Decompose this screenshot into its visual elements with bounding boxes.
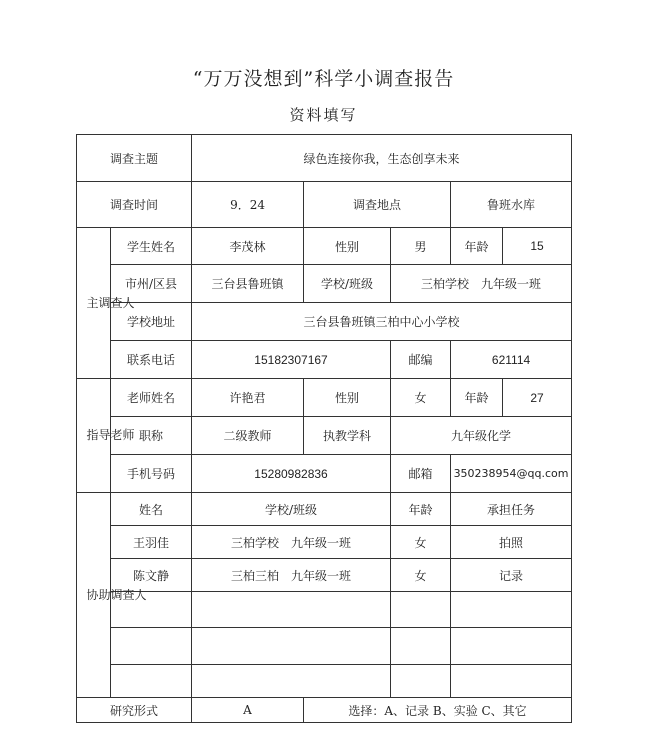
student-name-label: 学生姓名: [111, 228, 192, 265]
student-gender-label: 性别: [304, 228, 391, 265]
teacher-subject-value[interactable]: 九年级化学: [391, 417, 572, 455]
student-gender-value[interactable]: 男: [391, 228, 451, 265]
assistant-age[interactable]: 女: [391, 559, 451, 592]
mobile-label: 手机号码: [111, 455, 192, 493]
postcode-label: 邮编: [391, 341, 451, 379]
assistant-name-header: 姓名: [111, 493, 192, 526]
place-label: 调查地点: [304, 182, 451, 228]
assistant-age[interactable]: [391, 665, 451, 698]
document-title: “万万没想到”科学小调查报告: [192, 68, 455, 90]
assistant-task[interactable]: [451, 665, 572, 698]
teacher-age-value[interactable]: 27: [503, 379, 572, 417]
student-phone-row: [77, 341, 572, 379]
teacher-name-row: [77, 379, 572, 417]
assistant-row: [77, 665, 572, 698]
email-label: 邮箱: [391, 455, 451, 493]
research-label: 研究形式: [77, 698, 192, 723]
teacher-gender-label: 性别: [304, 379, 391, 417]
assistant-header-row: [77, 493, 572, 526]
phone-label: 联系电话: [111, 341, 192, 379]
postcode-value[interactable]: 621114: [451, 341, 572, 379]
student-city-row: [77, 265, 572, 303]
assistant-task[interactable]: 拍照: [451, 526, 572, 559]
assistant-row: [77, 559, 572, 592]
assistant-task[interactable]: [451, 592, 572, 628]
assistant-row: [77, 628, 572, 665]
address-value[interactable]: 三台县鲁班镇三柏中心小学校: [192, 303, 572, 341]
student-name-value[interactable]: 李茂林: [192, 228, 304, 265]
topic-value[interactable]: 绿色连接你我，生态创享未来: [192, 135, 572, 182]
assistant-row: [77, 592, 572, 628]
assistant-age-header: 年龄: [391, 493, 451, 526]
teacher-name-value[interactable]: 许艳君: [192, 379, 304, 417]
student-school-label: 学校/班级: [304, 265, 391, 303]
assistant-name[interactable]: [111, 628, 192, 665]
city-value[interactable]: 三台县鲁班镇: [192, 265, 304, 303]
assistant-school[interactable]: [192, 665, 391, 698]
place-value[interactable]: 鲁班水库: [451, 182, 572, 228]
assistant-age[interactable]: 女: [391, 526, 451, 559]
student-age-value[interactable]: 15: [503, 228, 572, 265]
teacher-age-label: 年龄: [451, 379, 503, 417]
address-label: 学校地址: [111, 303, 192, 341]
assistant-name[interactable]: [111, 665, 192, 698]
assistant-task-header: 承担任务: [451, 493, 572, 526]
survey-form-table: [76, 134, 572, 723]
time-place-row: [77, 182, 572, 228]
phone-value[interactable]: 15182307167: [192, 341, 391, 379]
research-options: 选择：A、记录 B、实验 C、其它: [304, 698, 572, 723]
mobile-value[interactable]: 15280982836: [192, 455, 391, 493]
time-label: 调查时间: [77, 182, 192, 228]
assistant-school[interactable]: 三柏学校 九年级一班: [192, 526, 391, 559]
teacher-title-label: 职称: [111, 417, 192, 455]
assistant-age[interactable]: [391, 628, 451, 665]
student-school-value[interactable]: 三柏学校 九年级一班: [391, 265, 572, 303]
research-value[interactable]: A: [192, 698, 304, 723]
email-value[interactable]: 350238954@qq.com: [451, 455, 572, 493]
time-value[interactable]: 9．24: [192, 182, 304, 228]
section-main-investigator: 主调查人: [77, 228, 111, 379]
teacher-mobile-row: [77, 455, 572, 493]
topic-row: [77, 135, 572, 182]
research-row: [77, 698, 572, 723]
teacher-title-value[interactable]: 二级教师: [192, 417, 304, 455]
student-age-label: 年龄: [451, 228, 503, 265]
teacher-title-row: [77, 417, 572, 455]
topic-label: 调查主题: [77, 135, 192, 182]
student-address-row: [77, 303, 572, 341]
assistant-task[interactable]: 记录: [451, 559, 572, 592]
assistant-task[interactable]: [451, 628, 572, 665]
assistant-name[interactable]: 王羽佳: [111, 526, 192, 559]
city-label: 市州/区县: [111, 265, 192, 303]
teacher-gender-value[interactable]: 女: [391, 379, 451, 417]
section-teacher: 指导老师: [77, 379, 111, 493]
student-name-row: [77, 228, 572, 265]
assistant-school[interactable]: [192, 628, 391, 665]
assistant-school-header: 学校/班级: [192, 493, 391, 526]
assistant-school[interactable]: [192, 592, 391, 628]
assistant-age[interactable]: [391, 592, 451, 628]
assistant-school[interactable]: 三柏三柏 九年级一班: [192, 559, 391, 592]
teacher-name-label: 老师姓名: [111, 379, 192, 417]
teacher-subject-label: 执教学科: [304, 417, 391, 455]
assistant-name[interactable]: 陈文静: [111, 559, 192, 592]
document-subtitle: 资料填写: [289, 106, 358, 124]
assistant-row: [77, 526, 572, 559]
section-assistants: 协助调查人: [77, 493, 111, 698]
